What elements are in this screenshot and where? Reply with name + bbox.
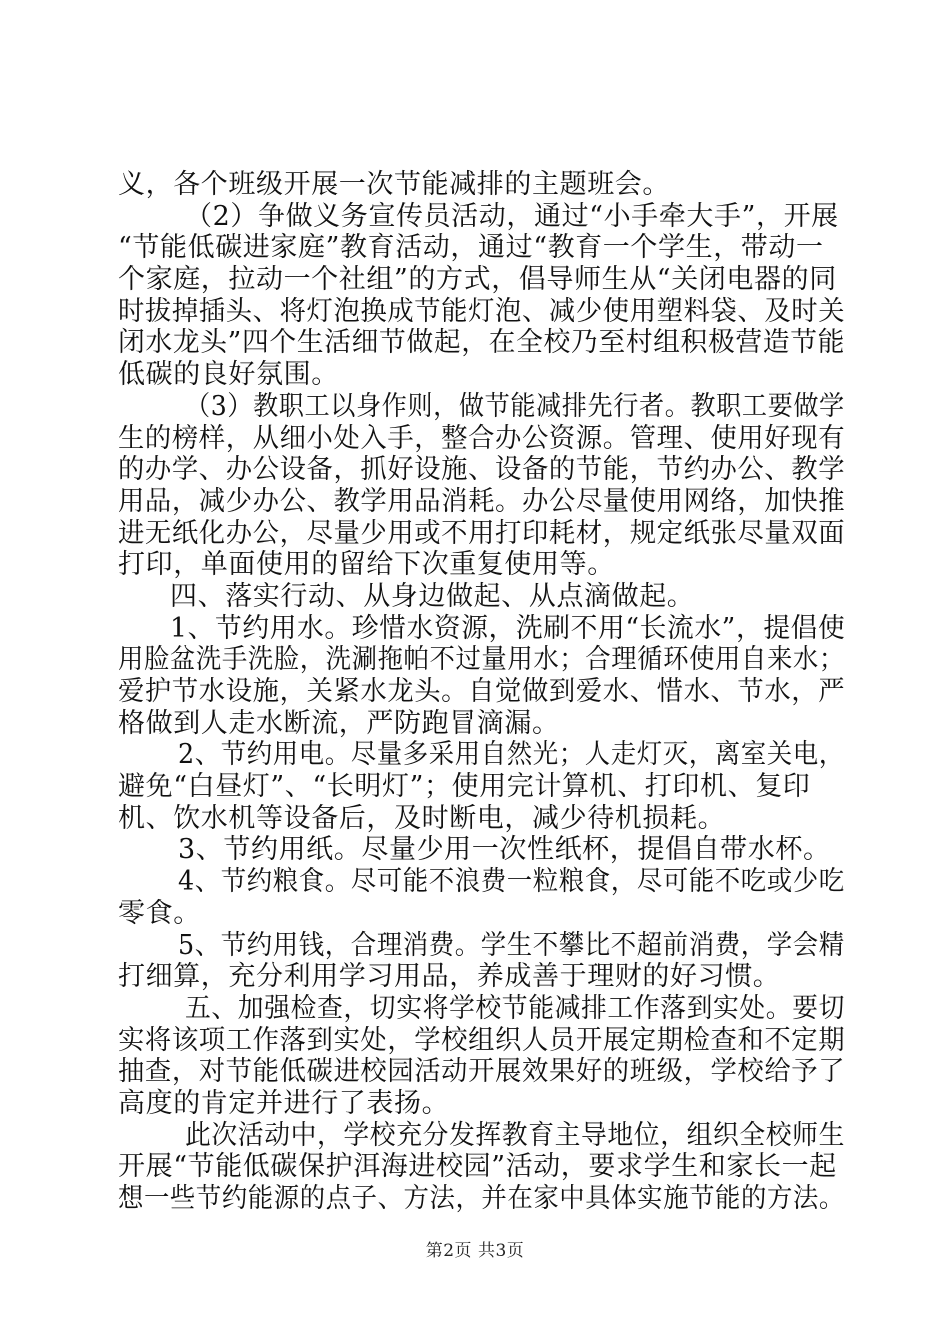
text-line: 2、节约用电。尽量多采用自然光；人走灯灭，离室关电，	[178, 739, 845, 770]
text-line: 闭水龙头”四个生活细节做起，在全校乃至村组积极营造节能	[118, 327, 846, 358]
text-line: 实将该项工作落到实处，学校组织人员开展定期检查和不定期	[118, 1025, 846, 1056]
text-line: 打印，单面使用的留给下次重复使用等。	[118, 549, 615, 580]
section-heading: 五、加强检查，切实将学校节能减排工作落到实处。要切	[185, 993, 845, 1024]
page-number-footer: 第2页 共3页	[425, 1241, 525, 1261]
text-line: 义，各个班级开展一次节能减排的主题班会。	[118, 169, 670, 200]
text-line: 用脸盆洗手洗脸，洗涮拖帕不过量用水；合理循环使用自来水；	[118, 644, 845, 675]
text-line: 想一些节约能源的点子、方法，并在家中具体实施节能的方法。	[118, 1183, 845, 1214]
text-line: 打细算，充分利用学习用品，养成善于理财的好习惯。	[118, 961, 781, 992]
text-line: “节能低碳进家庭”教育活动，通过“教育一个学生，带动一	[118, 232, 824, 263]
text-line: 格做到人走水断流，严防跑冒滴漏。	[118, 708, 560, 739]
text-line: 开展“节能低碳保护洱海进校园”活动，要求学生和家长一起	[118, 1151, 837, 1182]
text-line: 爱护节水设施，关紧水龙头。自觉做到爱水、惜水、节水，严	[118, 676, 846, 707]
text-line: （2）争做义务宣传员活动，通过“小手牵大手”，开展	[185, 201, 839, 232]
text-line: 高度的肯定并进行了表扬。	[118, 1088, 450, 1119]
text-line: 生的榜样，从细小处入手，整合办公资源。管理、使用好现有	[118, 423, 846, 454]
text-line: 时拔掉插头、将灯泡换成节能灯泡、减少使用塑料袋、及时关	[118, 296, 846, 327]
text-line: 抽查，对节能低碳进校园活动开展效果好的班级，学校给予了	[118, 1056, 846, 1087]
text-line: 低碳的良好氛围。	[118, 359, 339, 390]
section-heading: 四、落实行动、从身边做起、从点滴做起。	[170, 581, 695, 612]
text-line: 进无纸化办公，尽量少用或不用打印耗材，规定纸张尽量双面	[118, 518, 846, 549]
text-line: （3）教职工以身作则，做节能减排先行者。教职工要做学	[185, 391, 845, 422]
text-line: 避免“白昼灯”、“长明灯”；使用完计算机、打印机、复印	[118, 771, 811, 802]
text-line: 用品，减少办公、教学用品消耗。办公尽量使用网络，加快推	[118, 486, 846, 517]
text-line: 1、节约用水。珍惜水资源，洗刷不用“长流水”，提倡使	[170, 613, 846, 644]
text-line: 5、节约用钱，合理消费。学生不攀比不超前消费，学会精	[178, 930, 845, 961]
text-line: 机、饮水机等设备后，及时断电，减少待机损耗。	[118, 803, 726, 834]
text-line: 4、节约粮食。尽可能不浪费一粒粮食，尽可能不吃或少吃	[178, 866, 845, 897]
text-line: 的办学、办公设备，抓好设施、设备的节能，节约办公、教学	[118, 454, 846, 485]
text-line: 此次活动中，学校充分发挥教育主导地位，组织全校师生	[185, 1120, 845, 1151]
text-line: 3、节约用纸。尽量少用一次性纸杯，提倡自带水杯。	[178, 834, 831, 865]
text-line: 个家庭，拉动一个社组”的方式，倡导师生从“关闭电器的同	[118, 264, 837, 295]
text-line: 零食。	[118, 898, 201, 929]
